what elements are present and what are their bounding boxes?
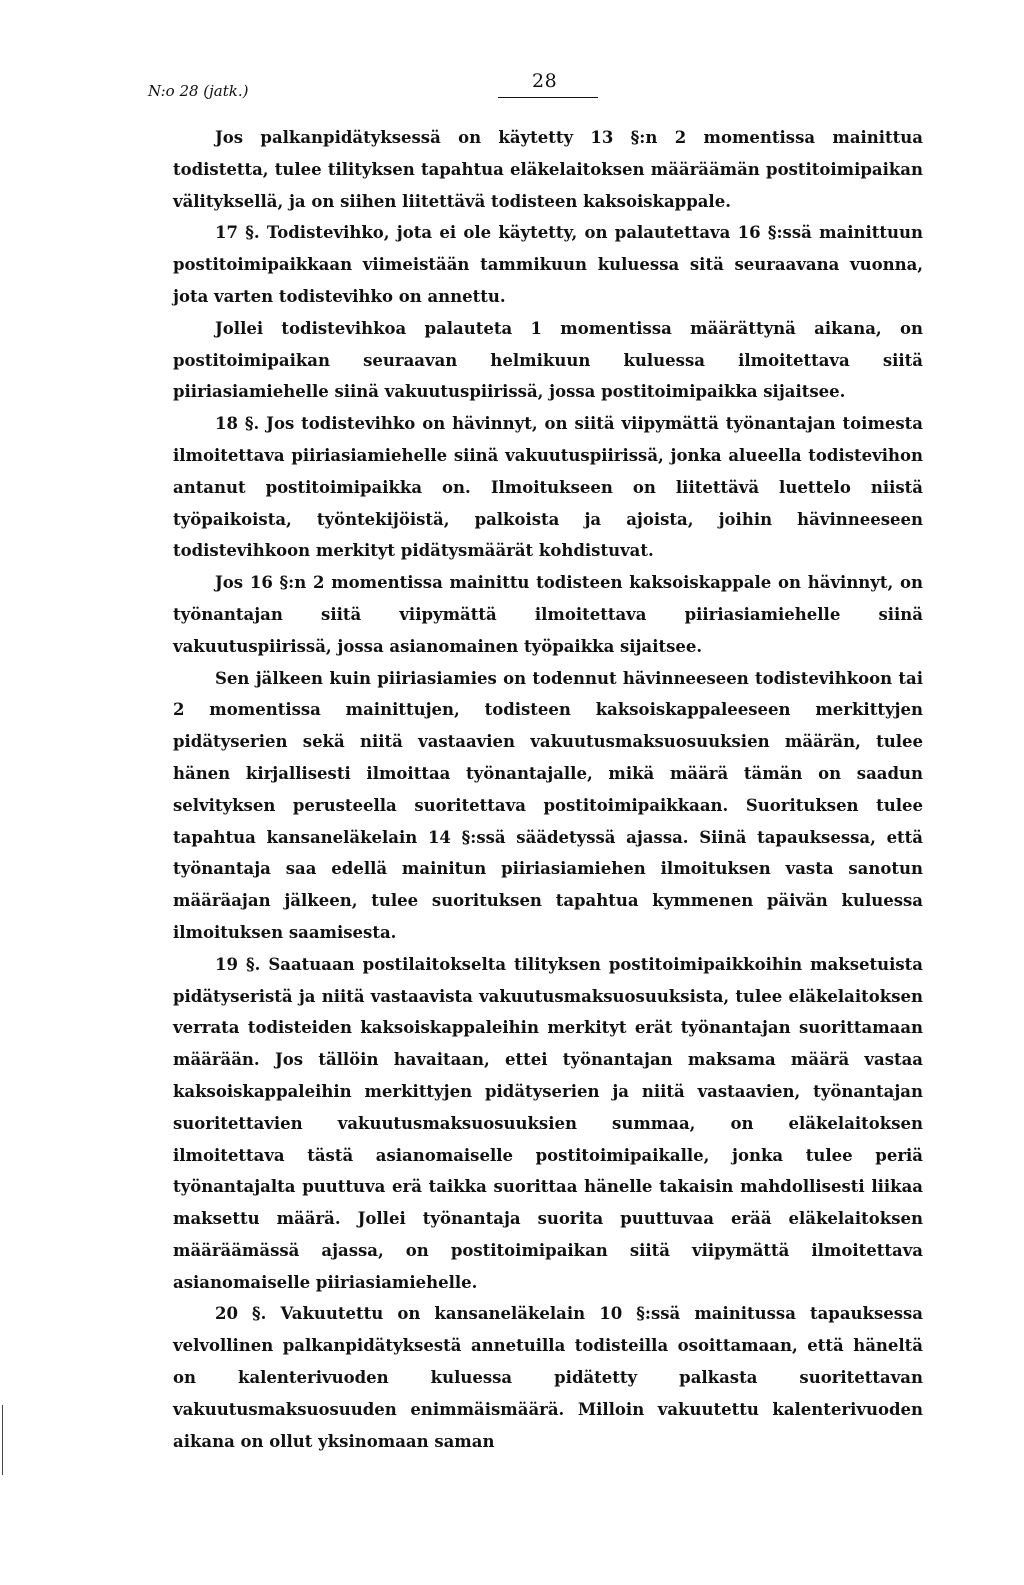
body-text — [173, 122, 923, 1457]
paragraph-17-2: Jollei todistevihkoa palauteta 1 momentissa määrättynä aikana, on postitoimipaikan seuraavan helmikuun kuluessa ilmoitettava siitä piiriasiamiehelle siinä vakuutuspiirissä, jossa postitoimipaikka sijaitsee. — [173, 318, 923, 402]
paragraph-16-2: Jos palkanpidätyksessä on käytetty 13 §:n 2 momentissa mainittua todistetta, tulee tilityksen tapahtua eläkelaitoksen määräämän postitoimipaikan välityksellä, ja on siihen liitettävä todisteen kaksoiskappale. — [173, 128, 923, 211]
paragraph-17-1: 17 §. Todistevihko, jota ei ole käytetty, on palautettava 16 §:ssä mainittuun postitoimipaikkaan viimeistään tammikuun kuluessa sitä seuraavana vuonna, jota varten todistevihko on annettu. — [173, 223, 923, 306]
paragraph-18-1: 18 §. Jos todistevihko on hävinnyt, on siitä viipymättä työnantajan toimesta ilmoitettava piiriasiamiehelle siinä vakuutuspiirissä, jonka alueella todistevihon antanut postitoimipaikka on. Ilmoitukseen on liitettävä luettelo niistä työpaikoista, työntekijöistä, palkoista ja ajoista, joihin hävinneeseen todistevihkoon merkityt pidätysmäärät kohdistuvat. — [173, 414, 923, 561]
paragraph-18-2: Jos 16 §:n 2 momentissa mainittu todisteen kaksoiskappale on hävinnyt, on työnantajan siitä viipymättä ilmoitettava piiriasiamiehelle siinä vakuutuspiirissä, jossa asianomainen työpaikka sijaitsee. — [173, 573, 923, 656]
page-header — [148, 70, 928, 110]
header-rule — [498, 97, 598, 98]
page-number: 28 — [532, 70, 558, 92]
paragraph-19: 19 §. Saatuaan postilaitokselta tilityksen postitoimipaikkoihin maksetuista pidätyseristä ja niitä vastaavista vakuutusmaksuosuuksista, tulee eläkelaitoksen verrata todisteiden kaksoiskappaleihin merkityt erät työnantajan suorittamaan määrään. Jos tällöin havaitaan, ettei työnantajan maksama määrä vastaa kaksoiskappaleihin merkittyjen pidätyserien ja niitä vastaavien, työnantajan suoritettavien vakuutusmaksuosuuksien summaa, on eläkelaitoksen ilmoitettava tästä asianomaiselle postitoimipaikalle, jonka tulee periä työnantajalta puuttuva erä taikka suorittaa hänelle takaisin mahdollisesti liikaa maksettu määrä. Jollei työnantaja suorita puuttuvaa erää eläkelaitoksen määräämässä ajassa, on postitoimipaikan siitä viipymättä ilmoitettava asianomaiselle piiriasiamiehelle. — [173, 954, 923, 1292]
paragraph-20: 20 §. Vakuutettu on kansaneläkelain 10 §:ssä mainitussa tapauksessa velvollinen palkanpidätyksestä annetuilla todisteilla osoittamaan, että häneltä on kalenterivuoden kuluessa pidätetty palkasta suoritettavan vakuutusmaksuosuuden enimmäismäärä. Milloin vakuutettu kalenterivuoden aikana on ollut yksinomaan saman — [173, 1304, 923, 1451]
paragraph-18-3: Sen jälkeen kuin piiriasiamies on todennut hävinneeseen todistevihkoon tai 2 momentissa mainittujen, todisteen kaksoiskappaleeseen merkittyjen pidätyserien sekä niitä vastaavien vakuutusmaksuosuuksien määrän, tulee hänen kirjallisesti ilmoittaa työnantajalle, mikä määrä tämän on saadun selvityksen perusteella suoritettava postitoimipaikkaan. Suorituksen tulee tapahtua kansaneläkelain 14 §:ssä säädetyssä ajassa. Siinä tapauksessa, että työnantaja saa edellä mainitun piiriasiamiehen ilmoituksen vasta sanotun määräajan jälkeen, tulee suorituksen tapahtua kymmenen päivän kuluessa ilmoituksen saamisesta. — [173, 668, 923, 942]
scan-margin-mark — [2, 1405, 3, 1475]
document-reference: N:o 28 (jatk.) — [148, 82, 249, 100]
